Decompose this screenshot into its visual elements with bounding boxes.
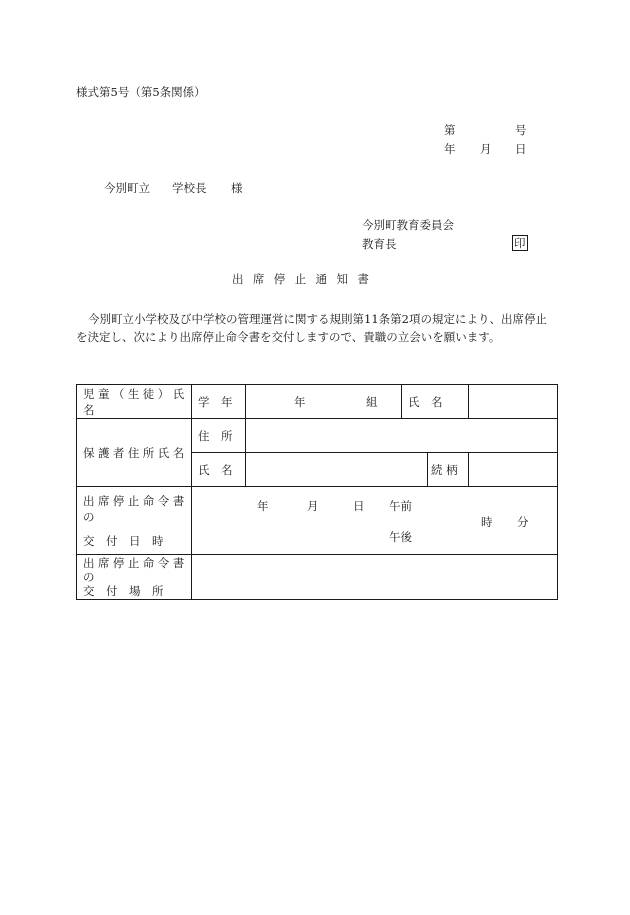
seal-mark: 印	[514, 236, 526, 250]
issue-place-label-line2: 交 付 場 所	[83, 584, 164, 598]
dt-am: 午前	[389, 499, 412, 513]
table-row-address	[77, 419, 558, 453]
guardian-label-text: 保護者住所氏名	[83, 445, 188, 460]
sender-title: 教育長	[362, 237, 397, 251]
addressee-town-school: 今別町立	[104, 181, 150, 195]
addressee-principal: 学校長	[172, 181, 207, 195]
student-name-field-label: 氏 名	[402, 385, 469, 419]
class-unit: 組	[366, 395, 378, 409]
issue-datetime-label-line1: 出席停止命令書の	[83, 493, 188, 524]
dt-minute: 分	[517, 515, 529, 529]
date-year: 年	[444, 142, 456, 156]
year-unit: 年	[294, 395, 306, 409]
addressee-honorific: 様	[231, 181, 243, 195]
table-row-issue-datetime	[77, 487, 558, 555]
student-name-label-text: 児童（生徒）氏名	[83, 386, 188, 417]
address-label: 住 所	[192, 419, 246, 453]
grade-label: 学 年	[192, 385, 246, 419]
body-line-1: 今別町立小学校及び中学校の管理運営に関する規則第11条第2項の規定により、出席停止	[88, 312, 547, 326]
student-name-field	[469, 385, 558, 419]
relationship-field	[469, 453, 558, 487]
number-prefix: 第	[444, 123, 456, 137]
dt-year: 年	[257, 499, 269, 513]
dt-hour: 時	[481, 515, 493, 529]
dt-pm: 午後	[389, 530, 412, 544]
sender-organization: 今別町教育委員会	[362, 218, 454, 232]
issue-place-field	[192, 555, 558, 600]
issue-datetime-label-line2: 交 付 日 時	[83, 533, 164, 548]
dt-month: 月	[307, 499, 319, 513]
form-number: 様式第5号（第5条関係）	[76, 85, 206, 99]
table-row-issue-place	[77, 555, 558, 600]
student-name-label	[77, 385, 192, 419]
guardian-name-label: 氏 名	[192, 453, 246, 487]
relationship-label: 続 柄	[428, 453, 469, 487]
issue-place-label	[77, 555, 192, 600]
issue-datetime-field	[192, 487, 558, 555]
dt-day: 日	[353, 499, 365, 513]
guardian-name-field	[246, 453, 428, 487]
date-day: 日	[515, 142, 527, 156]
issue-datetime-label	[77, 487, 192, 555]
grade-class-cell	[246, 385, 402, 419]
guardian-label	[77, 419, 192, 487]
address-field	[246, 419, 558, 453]
body-line-2: を決定し、次により出席停止命令書を交付しますので、貴職の立会いを願います。	[76, 330, 501, 344]
date-month: 月	[480, 142, 492, 156]
document-title: 出 席 停 止 通 知 書	[232, 272, 372, 286]
notice-table	[76, 384, 558, 600]
table-row-student	[77, 385, 558, 419]
issue-place-label-line1: 出席停止命令書の	[83, 556, 188, 584]
number-suffix: 号	[515, 123, 527, 137]
